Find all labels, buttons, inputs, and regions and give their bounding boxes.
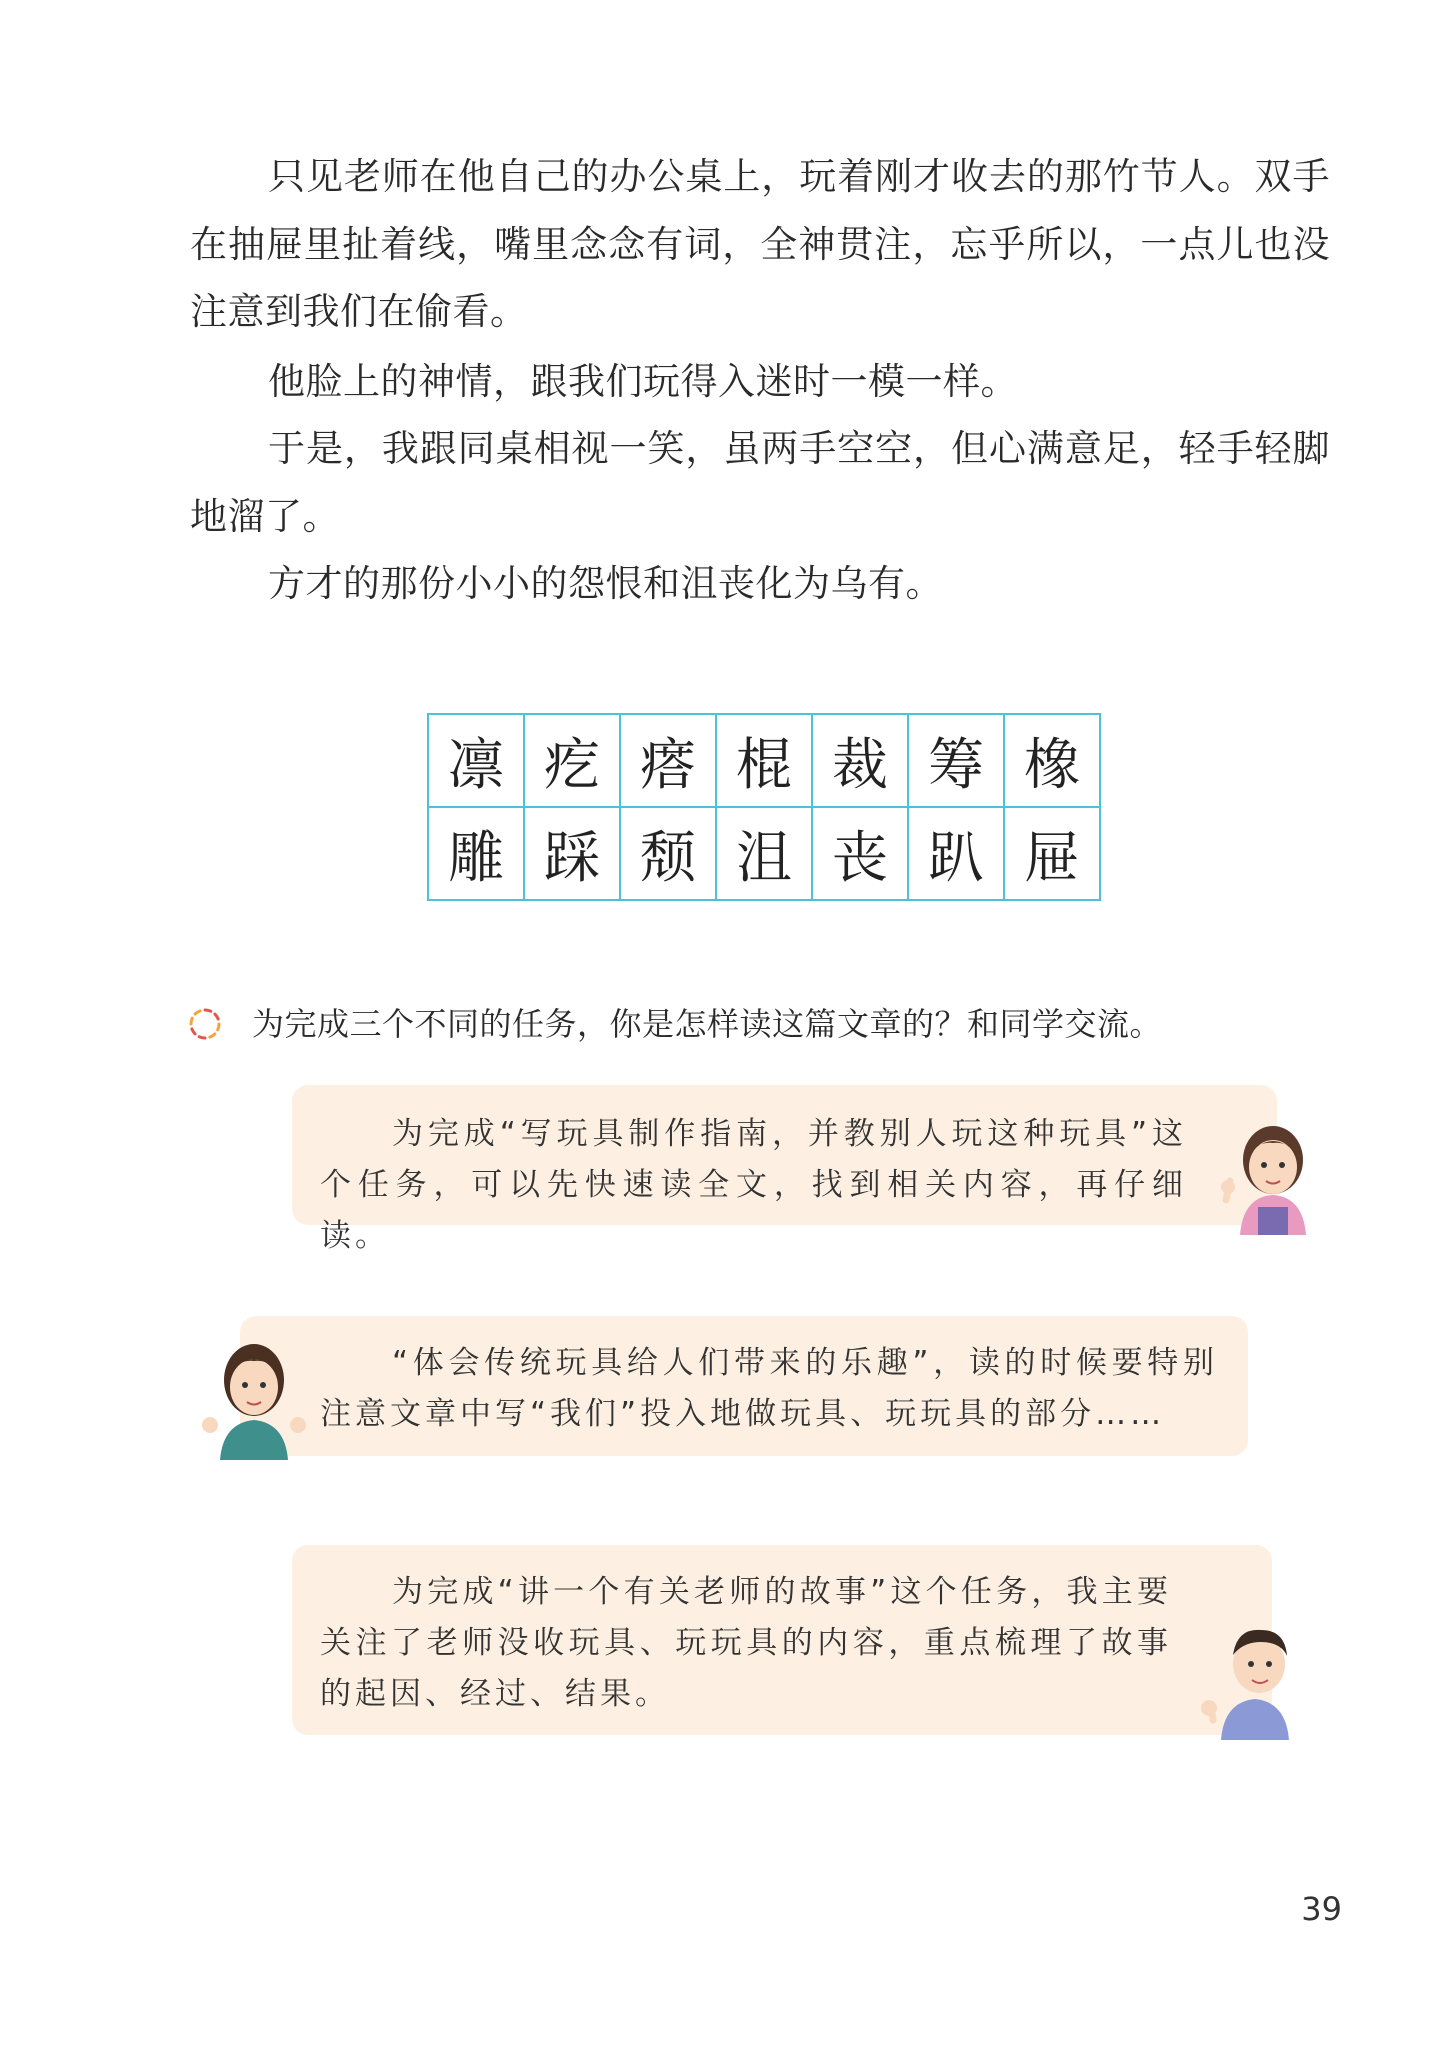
character-cell: 沮 (716, 807, 812, 900)
girl-avatar-icon (1218, 1105, 1328, 1235)
character-grid (427, 713, 1101, 901)
discussion-prompt: 为完成三个不同的任务，你是怎样读这篇文章的？和同学交流。 (252, 1005, 1163, 1043)
speech-bubble (292, 1085, 1277, 1254)
speech-bubble-text: “体会传统玩具给人们带来的乐趣”，读的时候要特别注意文章中写“我们”投入地做玩具、玩玩具的部分…… (320, 1345, 1218, 1432)
girl-avatar-icon (198, 1325, 310, 1460)
speech-bubble-text: 为完成“讲一个有关老师的故事”这个任务，我主要关注了老师没收玩具、玩玩具的内容，重点梳理了故事的起因、经过、结果。 (320, 1574, 1172, 1712)
character-cell: 屉 (1004, 807, 1100, 900)
boy-avatar-icon (1197, 1600, 1312, 1740)
character-grid-row (428, 807, 1100, 900)
passage-paragraph-3: 于是，我跟同桌相视一笑，虽两手空空，但心满意足，轻手轻脚地溜了。 (190, 427, 1330, 538)
page-number: 39 (1301, 1890, 1342, 1928)
character-cell: 橡 (1004, 714, 1100, 807)
speech-bubble (292, 1545, 1272, 1735)
speech-bubble (240, 1316, 1248, 1456)
character-cell: 趴 (908, 807, 1004, 900)
speech-bubble-text: 为完成“写玩具制作指南，并教别人玩这种玩具”这个任务，可以先快速读全文，找到相关内容，再仔细读。 (320, 1116, 1187, 1254)
character-cell: 瘩 (620, 714, 716, 807)
character-cell: 疙 (524, 714, 620, 807)
character-cell: 丧 (812, 807, 908, 900)
dashed-circle-icon (188, 1007, 222, 1041)
character-cell: 棍 (716, 714, 812, 807)
character-cell: 凛 (428, 714, 524, 807)
passage-paragraph-4: 方才的那份小小的怨恨和沮丧化为乌有。 (268, 562, 943, 605)
character-cell: 裁 (812, 714, 908, 807)
character-cell: 雕 (428, 807, 524, 900)
passage-paragraph-2: 他脸上的神情，跟我们玩得入迷时一模一样。 (268, 360, 1018, 403)
passage-paragraph-1: 只见老师在他自己的办公桌上，玩着刚才收去的那竹节人。双手在抽屉里扯着线，嘴里念念有词，全神贯注，忘乎所以，一点儿也没注意到我们在偷看。 (190, 155, 1330, 333)
character-cell: 颓 (620, 807, 716, 900)
character-grid-row (428, 714, 1100, 807)
character-cell: 踩 (524, 807, 620, 900)
character-cell: 筹 (908, 714, 1004, 807)
